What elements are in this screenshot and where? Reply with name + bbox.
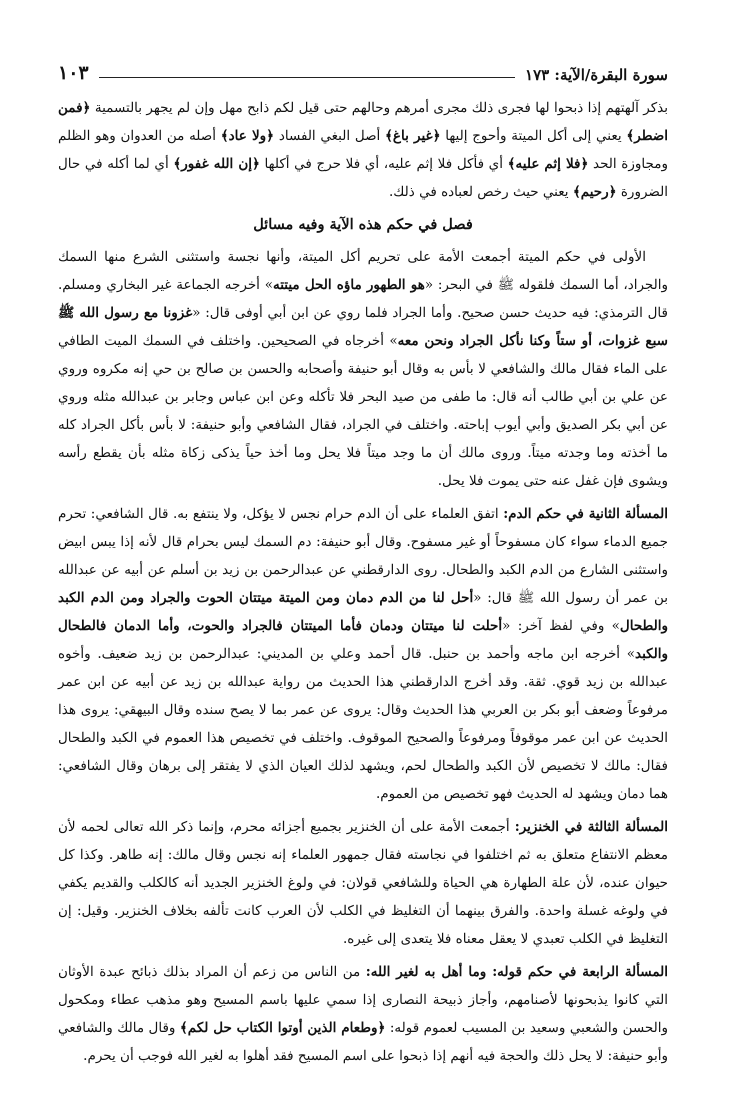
paragraph-fourth-issue — [58, 958, 668, 1070]
text-segment: أصله من العدوان وهو الظلم ومجاوزة الحد — [58, 128, 668, 172]
quran-quote: ﴿غير باغ﴾ — [385, 128, 441, 144]
hadith-quote: أحل لنا من الدم دمان ومن الميتة ميتتان الحوت والجراد ومن الدم الكبد والطحال — [58, 590, 668, 634]
issue-heading: المسألة الرابعة في حكم قوله: وما أهل به لغير الله: — [365, 964, 668, 980]
hadith-quote: أحلت لنا ميتتان ودمان فأما الميتتان فالجراد والحوت، وأما الدمان فالطحال والكبد — [58, 618, 668, 662]
quran-quote: ﴿فمن اضطر﴾ — [58, 100, 668, 144]
text-segment: يعني حيث رخص لعباده في ذلك. — [388, 184, 573, 200]
text-segment: أي فأكل فلا إثم عليه، أي فلا حرج في أكلها — [259, 156, 508, 172]
paragraph-third-issue — [58, 813, 668, 953]
text-segment: الأولى في حكم الميتة أجمعت الأمة على تحريم أكل الميتة، وأنها نجسة واستثنى الشرع منها السمك والجراد، أما السمك فلقوله ﷺ في البحر: « — [58, 249, 669, 293]
quran-quote: ﴿فلا إثم عليه﴾ — [507, 156, 589, 172]
paragraph-second-issue — [58, 500, 668, 808]
quran-quote: ﴿وطعام الذين أوتوا الكتاب حل لكم﴾ — [179, 1020, 386, 1036]
body-text — [58, 94, 668, 1075]
issue-heading: المسألة الثالثة في الخنزير: — [514, 819, 668, 835]
text-segment: اتفق العلماء على أن الدم حرام نجس لا يؤكل، ولا ينتفع به. قال الشافعي: تحرم جميع الدماء سواء كان مسفوحاً أو غير مسفوح. وقال أبو حنيفة: دم السمك ليس بحرام قال لأنه إذا يبس ابيض واستثنى الشارع من الدم الكبد والطحال. روى الدارقطني عن عبدالرحمن بن زيد بن أسلم عن أبيه عن عبدالله بن عمر أن رسول الله ﷺ قال: « — [58, 506, 668, 606]
quran-quote: ﴿رحيم﴾ — [572, 184, 617, 200]
hadith-quote: هو الطهور ماؤه الحل ميتته — [272, 277, 425, 293]
text-segment: » أخرجاه في الصحيحين. واختلف في السمك الميت الطافي على الماء فقال مالك والشافعي لا بأس به وقال أبو حنيفة وأصحابه والحسن بن صالح بن حي إنه مكروه وروي عن علي بن أبي طالب أنه قال: ما طفى من صيد البحر فلا تأكله وعن ابن عباس وجابر بن عبدالله مثله وروي عن أبي بكر الصديق وأبي أيوب إباحته. واختلف في الجراد، فقال الشافعي وأبو حنيفة: لا بأس بأكل الجراد كله ما أخذته وما وجدته ميتاً. وروى مالك أن ما وجد ميتاً فلا يحل وما أخذ حياً يذكى زكاة مثله بأن يقطع رأسه ويشوى فإن غفل عنه حتى يموت فلا يحل. — [58, 333, 668, 489]
page-number: ١٠٣ — [58, 62, 89, 84]
text-segment: من الناس من زعم أن المراد بذلك ذبائح عبدة الأوثان التي كانوا يذبحونها لأصنامهم، وأجاز ذبيحة النصارى إذا سمي عليها باسم المسيح وهو مذهب عطاء ومكحول والحسن والشعبي وسعيد بن المسيب لعموم قوله: — [58, 964, 668, 1036]
text-segment: » أخرجه ابن ماجه وأحمد بن حنبل. قال أحمد وعلي بن المديني: عبدالرحمن بن زيد ضعيف. وأخوه عبدالله بن زيد قوي. ثقة. وقد أخرج الدارقطني هذا الحديث من رواية عبدالله بن زيد عن أبيه عن ابن عمر مرفوعاً وضعف أبو بكر بن العربي هذا الحديث وقال: يروى عن عمر بما لا يصح سنده وقال البيهقي: يروى هذا الحديث عن ابن عمر موقوفاً ومرفوعاً والصحيح الموقوف. واختلف في تخصيص هذا العموم في الكبد والطحال فقال: مالك لا تخصيص لأن الكبد والطحال لحم، ويشهد لذلك العيان الذي لا يفتقر إلى برهان وقال الشافعي: هما دمان ويشهد له الحديث فهو تخصيص من العموم. — [58, 646, 668, 802]
running-header — [58, 58, 668, 84]
text-segment: يعني إلى أكل الميتة وأحوج إليها — [440, 128, 627, 144]
hadith-quote: غزونا مع رسول الله ﷺ سبع غزوات، أو ستاً وكنا نأكل الجراد ونحن معه — [58, 305, 668, 349]
issue-heading: المسألة الثانية في حكم الدم: — [503, 506, 668, 522]
text-segment: أجمعت الأمة على أن الخنزير بجميع أجزائه محرم، وإنما ذكر الله تعالى لحمه لأن معظم الانتفاع متعلق به ثم اختلفوا في نجاسته فقال جمهور العلماء إنه نجس وقال مالك: إنه طاهر. وكذا كل حيوان عنده، لأن علة الطهارة هي الحياة وللشافعي قولان: في ولوغ الخنزير الجديد أنه كالكلب والقديم يكفي في ولوغه غسلة واحدة. والفرق بينهما أن التغليظ في الكلب لأن العرب كانت تألفه بخلاف الخنزير. وقيل: إن التغليظ في الكلب تعبدي لا يعقل معناه فلا يتعدى إلى غيره. — [58, 819, 668, 947]
quran-quote: ﴿ولا عاد﴾ — [220, 128, 275, 144]
text-segment: أي لما أكله في حال الضرورة — [58, 156, 668, 200]
text-segment: » أخرجه الجماعة غير البخاري ومسلم. قال الترمذي: فيه حديث حسن صحيح. وأما الجراد فلما روي عن ابن أبي أوفى قال: « — [58, 277, 668, 321]
text-segment: بذكر آلهتهم إذا ذبحوا لها فجرى ذلك مجرى أمرهم وحالهم حتى قيل لكم ذابح مهل وإن لم يجهر بالتسمية — [90, 100, 668, 116]
text-segment: أصل البغي الفساد — [274, 128, 386, 144]
paragraph — [58, 94, 668, 206]
surah-ayah-title: سورة البقرة/الآية: ١٧٣ — [525, 66, 668, 84]
quran-quote: ﴿إن الله غفور﴾ — [173, 156, 260, 172]
text-segment: وقال مالك والشافعي وأبو حنيفة: لا يحل ذلك والحجة فيه أنهم إذا ذبحوا على اسم المسيح فقد أهلوا به لغير الله فوجب أن يحرم. — [58, 1020, 668, 1064]
paragraph-first-issue — [58, 243, 668, 495]
section-title: فصل في حكم هذه الآية وفيه مسائل — [253, 216, 473, 233]
text-segment: » وفي لفظ آخر: « — [502, 618, 620, 634]
header-rule — [99, 77, 515, 78]
